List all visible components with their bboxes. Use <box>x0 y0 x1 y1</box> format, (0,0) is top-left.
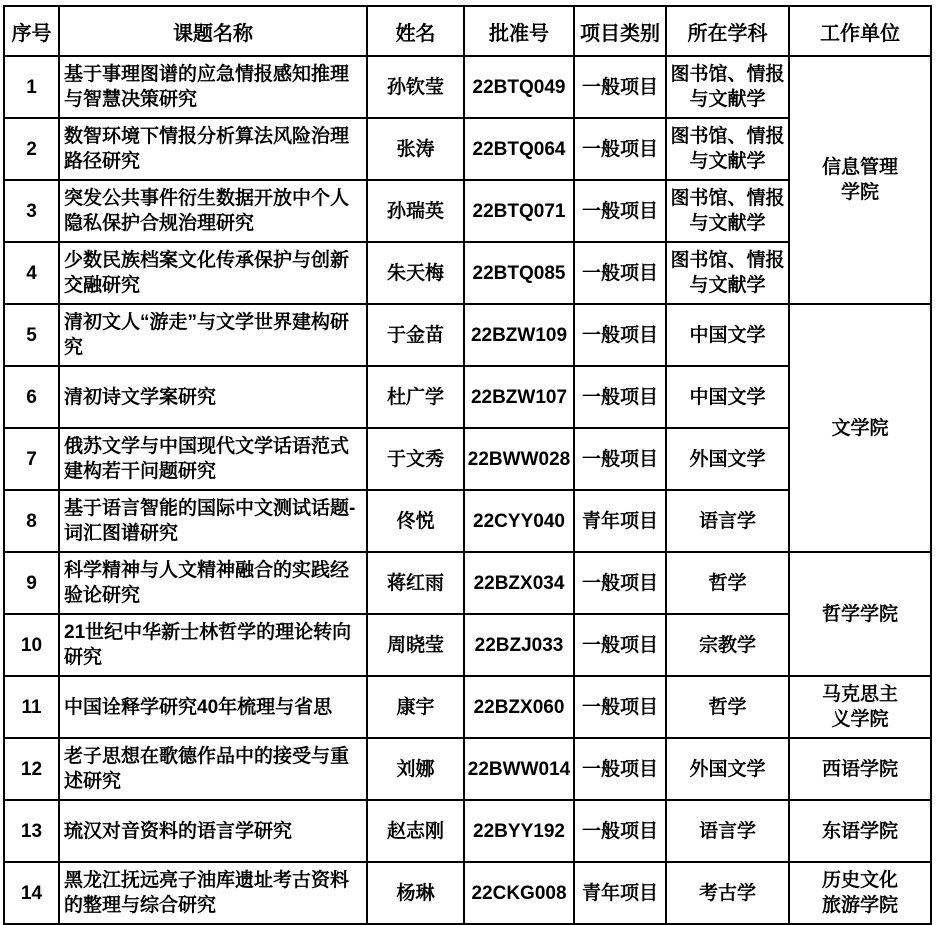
cell-grant-no: 22BTQ071 <box>464 180 574 242</box>
cell-unit: 历史文化旅游学院 <box>789 862 931 924</box>
cell-category: 一般项目 <box>574 800 666 862</box>
cell-category: 一般项目 <box>574 242 666 304</box>
cell-category: 青年项目 <box>574 490 666 552</box>
cell-title: 数智环境下情报分析算法风险治理路径研究 <box>59 118 367 180</box>
cell-no: 13 <box>4 800 59 862</box>
cell-discipline: 图书馆、情报与文献学 <box>666 118 789 180</box>
cell-title: 琉汉对音资料的语言学研究 <box>59 800 367 862</box>
cell-discipline: 哲学 <box>666 552 789 614</box>
cell-no: 2 <box>4 118 59 180</box>
table-row <box>4 56 931 118</box>
cell-category: 一般项目 <box>574 738 666 800</box>
cell-name: 孙瑞英 <box>367 180 464 242</box>
cell-name: 于文秀 <box>367 428 464 490</box>
cell-discipline: 考古学 <box>666 862 789 924</box>
cell-discipline: 语言学 <box>666 490 789 552</box>
projects-table <box>3 5 932 925</box>
cell-name: 孙钦莹 <box>367 56 464 118</box>
cell-grant-no: 22BZX034 <box>464 552 574 614</box>
header-discipline: 所在学科 <box>666 6 789 56</box>
cell-discipline: 外国文学 <box>666 428 789 490</box>
cell-unit: 信息管理学院 <box>789 56 931 304</box>
table-row <box>4 552 931 614</box>
cell-name: 康宇 <box>367 676 464 738</box>
cell-grant-no: 22BZW107 <box>464 366 574 428</box>
header-category: 项目类别 <box>574 6 666 56</box>
cell-title: 基于语言智能的国际中文测试话题-词汇图谱研究 <box>59 490 367 552</box>
cell-no: 1 <box>4 56 59 118</box>
cell-no: 12 <box>4 738 59 800</box>
cell-name: 赵志刚 <box>367 800 464 862</box>
cell-name: 刘娜 <box>367 738 464 800</box>
cell-discipline: 图书馆、情报与文献学 <box>666 242 789 304</box>
cell-discipline: 图书馆、情报与文献学 <box>666 180 789 242</box>
cell-name: 于金苗 <box>367 304 464 366</box>
cell-category: 一般项目 <box>574 614 666 676</box>
cell-no: 8 <box>4 490 59 552</box>
cell-title: 老子思想在歌德作品中的接受与重述研究 <box>59 738 367 800</box>
cell-title: 21世纪中华新士林哲学的理论转向研究 <box>59 614 367 676</box>
cell-no: 6 <box>4 366 59 428</box>
cell-unit: 东语学院 <box>789 800 931 862</box>
cell-title: 俄苏文学与中国现代文学话语范式建构若干问题研究 <box>59 428 367 490</box>
cell-grant-no: 22BWW014 <box>464 738 574 800</box>
cell-unit: 哲学学院 <box>789 552 931 676</box>
cell-grant-no: 22CYY040 <box>464 490 574 552</box>
cell-no: 3 <box>4 180 59 242</box>
cell-category: 一般项目 <box>574 428 666 490</box>
cell-no: 7 <box>4 428 59 490</box>
cell-unit: 西语学院 <box>789 738 931 800</box>
header-title: 课题名称 <box>59 6 367 56</box>
cell-title: 清初诗文学案研究 <box>59 366 367 428</box>
header-grant-no: 批准号 <box>464 6 574 56</box>
cell-title: 科学精神与人文精神融合的实践经验论研究 <box>59 552 367 614</box>
cell-category: 一般项目 <box>574 304 666 366</box>
header-name: 姓名 <box>367 6 464 56</box>
cell-discipline: 中国文学 <box>666 366 789 428</box>
cell-grant-no: 22BTQ049 <box>464 56 574 118</box>
cell-name: 杜广学 <box>367 366 464 428</box>
cell-grant-no: 22BYY192 <box>464 800 574 862</box>
table-row <box>4 304 931 366</box>
table-header <box>4 6 931 56</box>
cell-name: 张涛 <box>367 118 464 180</box>
cell-no: 9 <box>4 552 59 614</box>
cell-category: 一般项目 <box>574 56 666 118</box>
cell-category: 一般项目 <box>574 676 666 738</box>
cell-title: 清初文人“游走”与文学世界建构研究 <box>59 304 367 366</box>
cell-title: 中国诠释学研究40年梳理与省思 <box>59 676 367 738</box>
header-no: 序号 <box>4 6 59 56</box>
cell-title: 少数民族档案文化传承保护与创新交融研究 <box>59 242 367 304</box>
header-unit: 工作单位 <box>789 6 931 56</box>
cell-category: 一般项目 <box>574 366 666 428</box>
cell-category: 一般项目 <box>574 180 666 242</box>
cell-name: 蒋红雨 <box>367 552 464 614</box>
cell-name: 周晓莹 <box>367 614 464 676</box>
cell-title: 基于事理图谱的应急情报感知推理与智慧决策研究 <box>59 56 367 118</box>
cell-discipline: 图书馆、情报与文献学 <box>666 56 789 118</box>
cell-grant-no: 22CKG008 <box>464 862 574 924</box>
cell-grant-no: 22BZJ033 <box>464 614 574 676</box>
cell-title: 黑龙江抚远亮子油库遗址考古资料的整理与综合研究 <box>59 862 367 924</box>
cell-grant-no: 22BTQ064 <box>464 118 574 180</box>
cell-unit: 马克思主义学院 <box>789 676 931 738</box>
cell-no: 11 <box>4 676 59 738</box>
cell-no: 4 <box>4 242 59 304</box>
cell-name: 佟悦 <box>367 490 464 552</box>
cell-grant-no: 22BTQ085 <box>464 242 574 304</box>
cell-discipline: 中国文学 <box>666 304 789 366</box>
table-body <box>4 56 931 924</box>
header-row <box>4 6 931 56</box>
table-row <box>4 800 931 862</box>
table-row <box>4 738 931 800</box>
cell-no: 5 <box>4 304 59 366</box>
cell-grant-no: 22BWW028 <box>464 428 574 490</box>
table-row <box>4 862 931 924</box>
cell-discipline: 宗教学 <box>666 614 789 676</box>
cell-category: 一般项目 <box>574 118 666 180</box>
cell-category: 一般项目 <box>574 552 666 614</box>
cell-title: 突发公共事件衍生数据开放中个人隐私保护合规治理研究 <box>59 180 367 242</box>
cell-grant-no: 22BZW109 <box>464 304 574 366</box>
cell-category: 青年项目 <box>574 862 666 924</box>
cell-grant-no: 22BZX060 <box>464 676 574 738</box>
cell-discipline: 哲学 <box>666 676 789 738</box>
cell-discipline: 外国文学 <box>666 738 789 800</box>
cell-no: 14 <box>4 862 59 924</box>
cell-name: 杨琳 <box>367 862 464 924</box>
cell-discipline: 语言学 <box>666 800 789 862</box>
table-row <box>4 676 931 738</box>
cell-unit: 文学院 <box>789 304 931 552</box>
cell-name: 朱天梅 <box>367 242 464 304</box>
cell-no: 10 <box>4 614 59 676</box>
